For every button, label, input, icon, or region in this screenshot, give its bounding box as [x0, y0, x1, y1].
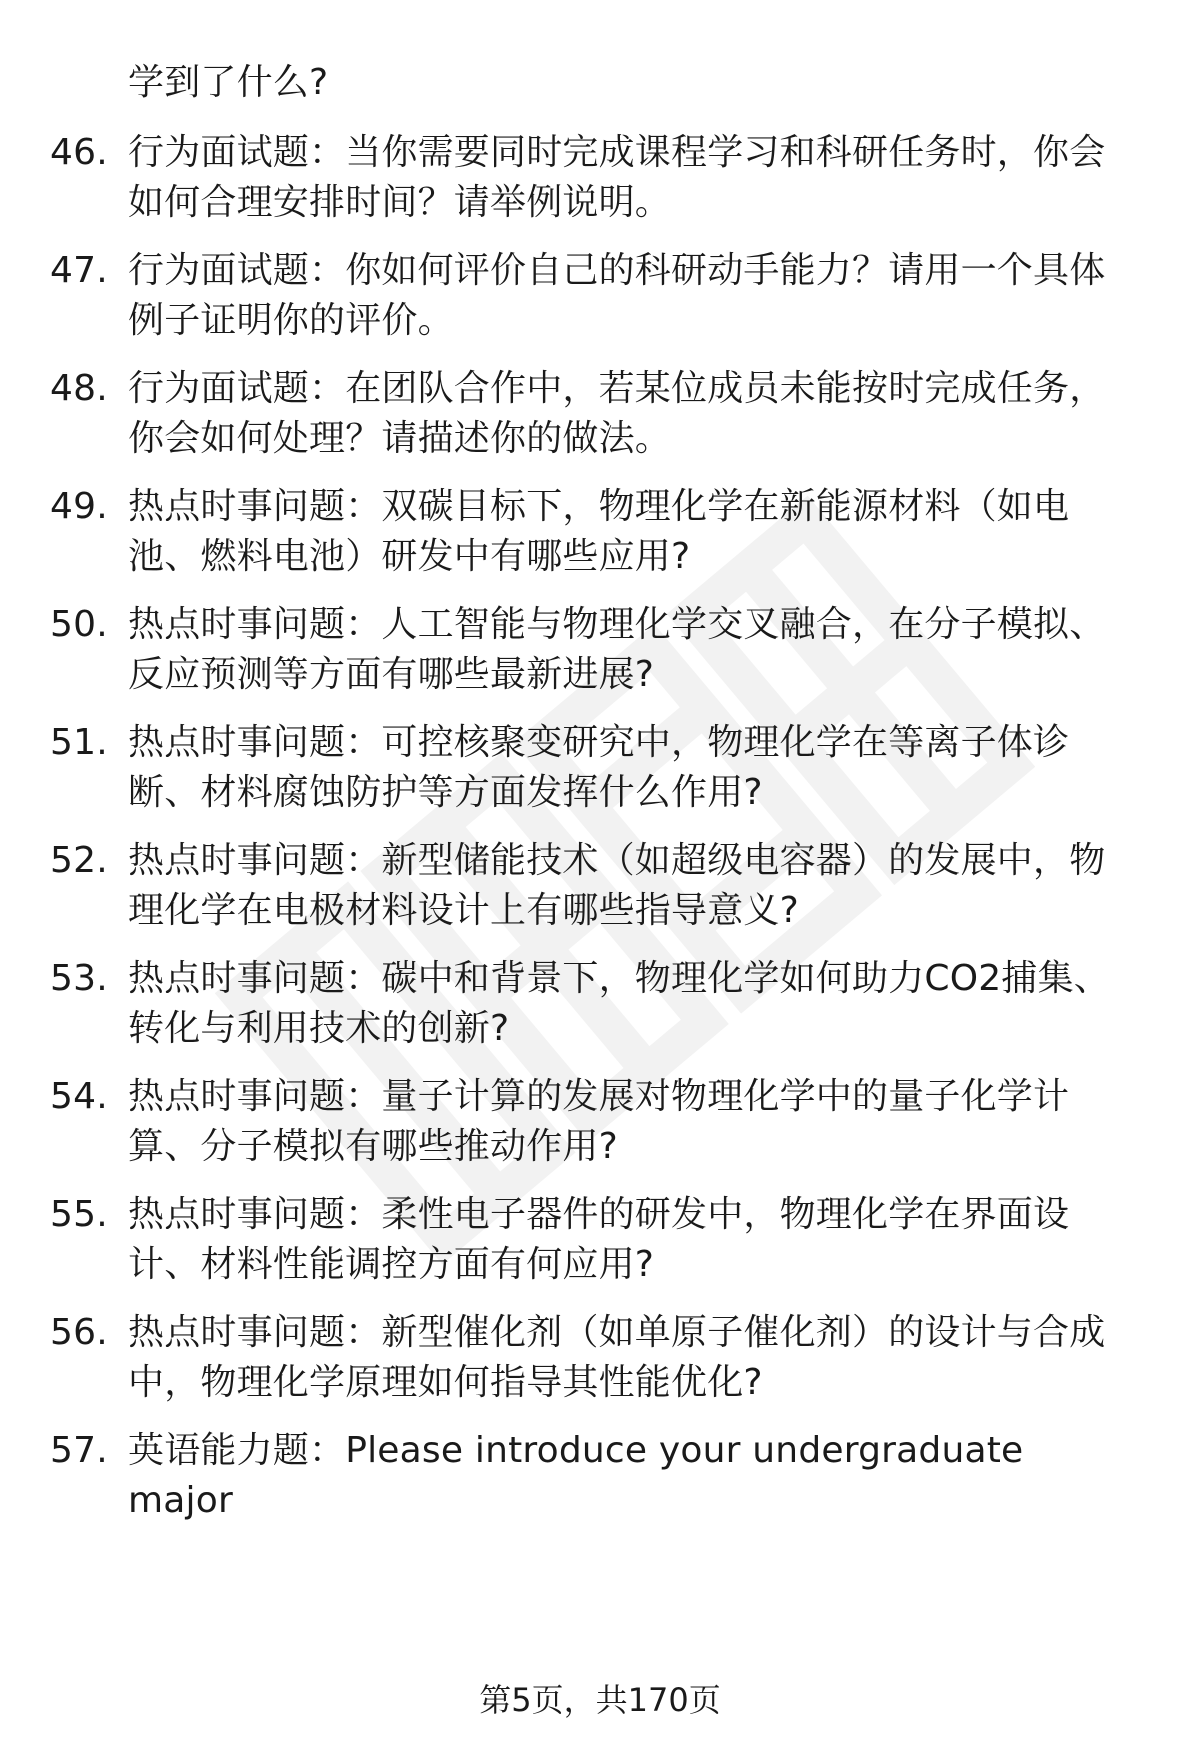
question-text: 热点时事问题：碳中和背景下，物理化学如何助力CO2捕集、转化与利用技术的创新? — [128, 958, 1110, 1049]
question-text: 热点时事问题：新型储能技术（如超级电容器）的发展中，物理化学在电极材料设计上有哪些指导意义? — [128, 840, 1106, 931]
question-number: 49. — [50, 486, 108, 527]
question-item — [50, 1190, 1150, 1290]
question-item — [50, 1072, 1150, 1172]
question-number: 54. — [50, 1076, 108, 1117]
question-item — [50, 1308, 1150, 1408]
question-number: 46. — [50, 132, 108, 173]
question-text: 行为面试题：当你需要同时完成课程学习和科研任务时，你会如何合理安排时间？请举例说明。 — [128, 132, 1106, 223]
question-text: 热点时事问题：柔性电子器件的研发中，物理化学在界面设计、材料性能调控方面有何应用? — [128, 1194, 1070, 1285]
question-number: 50. — [50, 604, 108, 645]
question-number: 55. — [50, 1194, 108, 1235]
question-number: 57. — [50, 1430, 108, 1471]
question-number: 48. — [50, 368, 108, 409]
question-number: 52. — [50, 840, 108, 881]
question-text: 热点时事问题：人工智能与物理化学交叉融合，在分子模拟、反应预测等方面有哪些最新进展? — [128, 604, 1106, 695]
question-text: 热点时事问题：双碳目标下，物理化学在新能源材料（如电池、燃料电池）研发中有哪些应用? — [128, 486, 1070, 577]
page-number-footer: 第5页，共170页 — [479, 1681, 721, 1719]
question-text: 热点时事问题：量子计算的发展对物理化学中的量子化学计算、分子模拟有哪些推动作用? — [128, 1076, 1070, 1167]
question-item — [50, 482, 1150, 582]
question-item — [50, 128, 1150, 228]
question-item — [50, 600, 1150, 700]
question-number: 53. — [50, 958, 108, 999]
question-text: 行为面试题：在团队合作中，若某位成员未能按时完成任务，你会如何处理？请描述你的做法。 — [128, 368, 1106, 459]
continued-text: 学到了什么? — [128, 62, 329, 103]
question-item — [50, 954, 1150, 1054]
question-item — [50, 1426, 1150, 1526]
question-number: 56. — [50, 1312, 108, 1353]
question-item — [50, 836, 1150, 936]
question-item — [50, 246, 1150, 346]
question-text: 英语能力题：Please introduce your undergraduate major — [128, 1430, 1024, 1521]
question-item — [50, 364, 1150, 464]
question-item — [50, 718, 1150, 818]
question-number: 47. — [50, 250, 108, 291]
question-text: 热点时事问题：可控核聚变研究中，物理化学在等离子体诊断、材料腐蚀防护等方面发挥什么作用? — [128, 722, 1070, 813]
question-text: 热点时事问题：新型催化剂（如单原子催化剂）的设计与合成中，物理化学原理如何指导其性能优化? — [128, 1312, 1106, 1403]
question-text: 行为面试题：你如何评价自己的科研动手能力？请用一个具体例子证明你的评价。 — [128, 250, 1106, 341]
question-number: 51. — [50, 722, 108, 763]
